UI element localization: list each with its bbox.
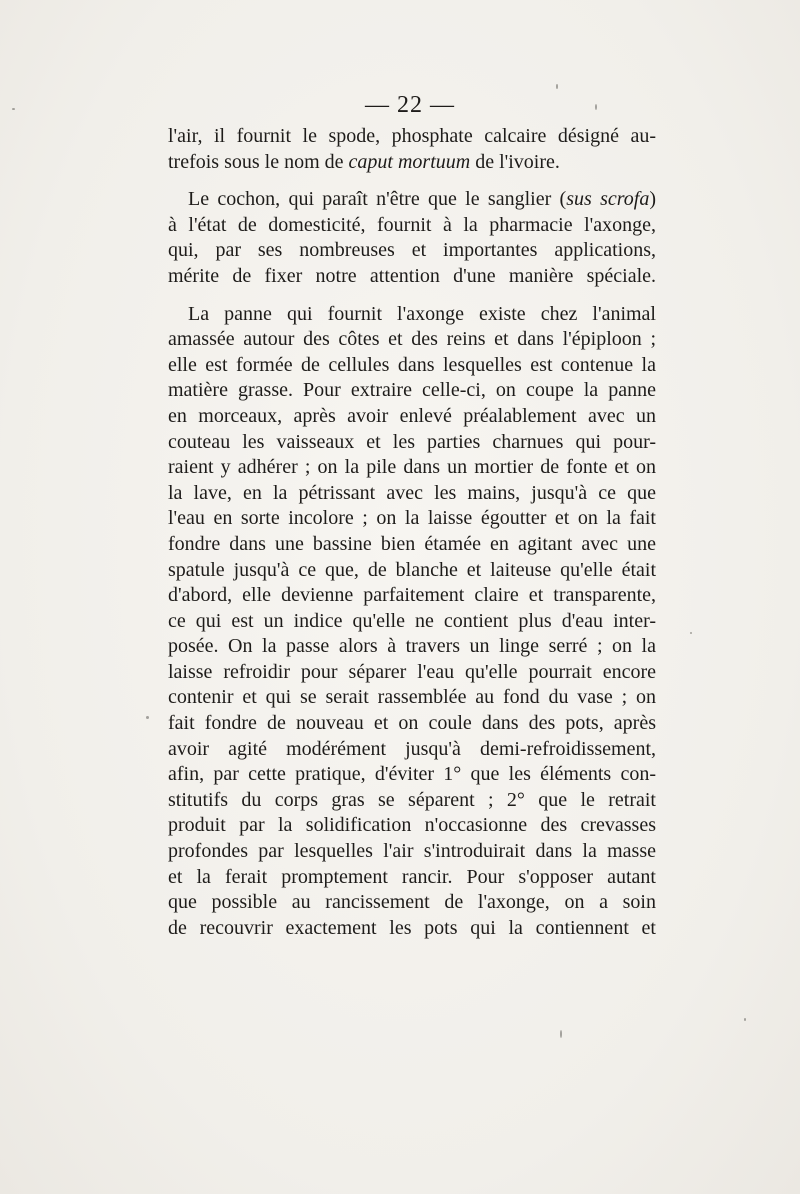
text-line: mérite de fixer notre attention d'une manière spéciale. (168, 264, 656, 287)
text-line: La panne qui fournit l'axonge existe chez l'animal (188, 302, 656, 325)
text-line: que possible au rancissement de l'axonge, on a soin (168, 891, 656, 914)
text-line: qui, par ses nombreuses et importantes applications, (168, 239, 656, 262)
paper-speck (595, 104, 597, 110)
text-line: à l'état de domesticité, fournit à la pharmacie l'axonge, (168, 213, 656, 236)
text-line: trefois sous le nom de caput mortuum de l'ivoire. (168, 150, 560, 173)
paper-speck (690, 632, 692, 634)
page-number: — 22 — (365, 92, 455, 118)
text-line: d'abord, elle devienne parfaitement claire et transparente, (168, 584, 656, 607)
text-line: l'air, il fournit le spode, phosphate calcaire désigné au- (168, 125, 656, 147)
text-line: profondes par lesquelles l'air s'introduirait dans la masse (168, 840, 656, 863)
text-line: spatule jusqu'à ce que, de blanche et laiteuse qu'elle était (168, 558, 656, 581)
paper-speck (560, 1030, 562, 1038)
paper-speck (744, 1018, 746, 1021)
text-line: raient y adhérer ; on la pile dans un mortier de fonte et on (168, 456, 656, 479)
text-line: en morceaux, après avoir enlevé préalablement avec un (168, 404, 656, 427)
text-line: fait fondre de nouveau et on coule dans des pots, après (168, 712, 656, 735)
text-line: amassée autour des côtes et des reins et dans l'épiploon ; (168, 328, 656, 351)
body-text (168, 124, 656, 941)
text-line: avoir agité modérément jusqu'à demi-refroidissement, (168, 737, 656, 760)
text-line: laisse refroidir pour séparer l'eau qu'elle pourrait encore (168, 660, 656, 683)
text-line: la lave, en la pétrissant avec les mains, jusqu'à ce que (168, 481, 656, 504)
text-line: couteau les vaisseaux et les parties charnues qui pour- (168, 430, 656, 453)
text-line: elle est formée de cellules dans lesquelles est contenue la (168, 353, 656, 376)
text-line: Le cochon, qui paraît n'être que le sanglier (sus scrofa) (188, 188, 656, 211)
text-line: contenir et qui se serait rassemblée au fond du vase ; on (168, 686, 656, 709)
paper-speck (12, 108, 15, 110)
text-line: l'eau en sorte incolore ; on la laisse égoutter et on la fait (168, 507, 656, 530)
text-line: afin, par cette pratique, d'éviter 1° que les éléments con- (168, 763, 656, 786)
paragraph-3 (168, 302, 656, 942)
paragraph-1 (168, 124, 656, 175)
text-line: de recouvrir exactement les pots qui la contiennent et (168, 916, 656, 939)
text-line: ce qui est un indice qu'elle ne contient plus d'eau inter- (168, 609, 656, 632)
text-line: posée. On la passe alors à travers un linge serré ; on la (168, 635, 656, 658)
text-line: et la ferait promptement rancir. Pour s'opposer autant (168, 865, 656, 888)
text-line: produit par la solidification n'occasionne des crevasses (168, 814, 656, 837)
text-line: matière grasse. Pour extraire celle-ci, on coupe la panne (168, 379, 656, 402)
paper-speck (146, 716, 149, 719)
paragraph-2 (168, 187, 656, 289)
text-line: fondre dans une bassine bien étamée en agitant avec une (168, 532, 656, 555)
paper-speck (556, 84, 558, 89)
text-line: stitutifs du corps gras se séparent ; 2° que le retrait (168, 788, 656, 811)
